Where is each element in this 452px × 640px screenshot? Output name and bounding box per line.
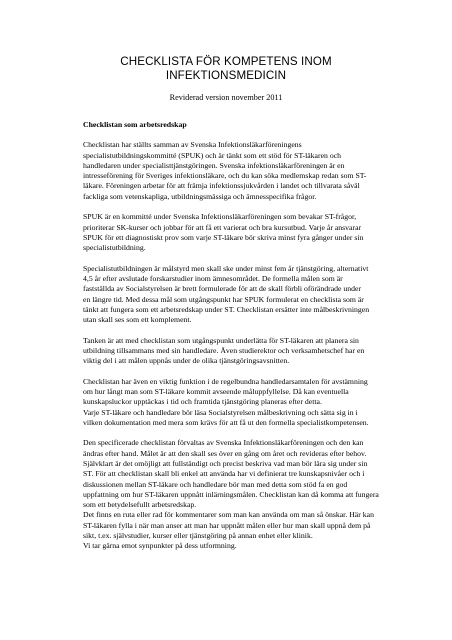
paragraph-line: utbildning tillsammans med sin handledare. Även studierektor och verksamhetschef har en: [83, 345, 365, 355]
paragraph-line: om hur långt man som ST-läkare kommit avseende måluppfyllelse. Då kan eventuella: [83, 386, 349, 396]
paragraph-line: kunskapsluckor upptäckas i tid och framtida tjänstgöring planeras efter detta.: [83, 397, 322, 407]
paragraph-line: specialistutbildningskommitté (SPUK) och är tänkt som ett stöd för ST-läkaren och: [83, 150, 342, 160]
title-line: INFEKTIONSMEDICIN: [165, 69, 287, 82]
paragraph: [83, 336, 383, 367]
paragraph-line: Den specificerade checklistan förvaltas av Svenska Infektionsläkarföreningen och den kan: [83, 438, 364, 448]
paragraph: [83, 438, 383, 551]
paragraph-line: Vi tar gärna emot synpunkter på dess utformning.: [83, 541, 237, 551]
paragraph-line: tänkt att fungera som ett arbetsredskap under ST. Checklistan ersätter inte målbeskrivningen: [83, 304, 370, 314]
paragraph-line: fackliga som vetenskapliga, utbildningsmässiga och ämnesspecifika frågor.: [83, 191, 317, 201]
section-heading: Checklistan som arbetsredskap: [83, 120, 187, 129]
paragraph: [83, 264, 383, 326]
paragraph-line: ST. För att checklistan skall bli enkel att använda har vi definierat tre kunskapsnivåer och i: [83, 469, 365, 479]
paragraph-line: prioriterar SK-kurser och jobbar för att få ett varierat och bra kursutbud. Varje år ansvarar: [83, 222, 362, 232]
paragraph: [83, 140, 383, 202]
paragraph-line: SPUK för ett diagnostiskt prov som varje ST-läkare bör skriva minst fyra gånger under sin: [83, 232, 364, 242]
paragraph-line: Varje ST-läkare och handledare bör läsa Socialstyrelsen målbeskrivning och sätta sig in i: [83, 407, 358, 417]
paragraph-line: en längre tid. Med dessa mål som utgångspunkt har SPUK formulerat en checklista som är: [83, 294, 364, 304]
paragraph-line: intresseförening för Sveriges infektionsläkare, och du kan söka medlemskap redan som ST-: [83, 171, 367, 181]
paragraph: [83, 377, 383, 428]
paragraph-line: specialistutbildning.: [83, 243, 146, 253]
paragraph-line: Checklistan har ställts samman av Svenska Infektionsläkarföreningens: [83, 140, 302, 150]
page-title: [0, 55, 452, 83]
paragraph-line: sikt, t.ex. självstudier, kurser eller tjänstgöring på annan enhet eller klinik.: [83, 531, 313, 541]
paragraph-line: vilken dokumentation med mera som krävs för att få ut den formella specialistkompetensen.: [83, 417, 369, 427]
paragraph-container: [83, 140, 383, 551]
paragraph-line: Självklart är det omöjligt att fullständigt och precist beskriva vad man bör lära sig under sin: [83, 458, 368, 468]
document-body: [83, 120, 383, 562]
title-line: CHECKLISTA FÖR KOMPETENS INOM: [120, 55, 332, 68]
paragraph-line: utan skall ses som ett komplement.: [83, 315, 192, 325]
paragraph-line: Checklistan har även en viktig funktion i de regelbundna handledarsamtalen för avstämning: [83, 376, 368, 386]
paragraph-line: läkare. Föreningen arbetar för att främja infektionssjukvården i landet och tillvarata såväl: [83, 181, 360, 191]
paragraph: [83, 212, 383, 253]
paragraph-line: SPUK är en kommitté under Svenska Infektionsläkarföreningen som bevakar ST-frågor,: [83, 212, 357, 222]
paragraph-line: Det finns en ruta eller rad för kommentarer som man kan använda om man så önskar. Här kan: [83, 510, 374, 520]
paragraph-line: handledaren under specialisttjänstgöringen. Svenska infektionsläkarföreningen är en: [83, 160, 345, 170]
paragraph-line: 4,5 år efter avslutade forskarstudier inom ämnesområdet. De formella målen som är: [83, 273, 343, 283]
paragraph-line: Specialistutbildningen är målstyrd men skall ske under minst fem år tjänstgöring, alternativt: [83, 263, 369, 273]
paragraph-line: ändras efter hand. Målet är att den skall ses över en gång om året och revideras efter behov.: [83, 448, 367, 458]
paragraph-line: uppfattning om hur ST-läkaren uppnått inlärningsmålen. Checklistan kan då komma att fungera: [83, 489, 379, 499]
paragraph-line: ST-läkaren fylla i när man anser att man har uppnått målen eller hur man skall uppnå dem på: [83, 520, 371, 530]
paragraph-line: diskussionen mellan ST-läkare och handledare bör man med detta som stöd fa en god: [83, 479, 348, 489]
paragraph-line: Tanken är att med checklistan som utgångspunkt underlätta för ST-läkaren att planera sin: [83, 335, 359, 345]
revision-subtitle: Reviderad version november 2011: [169, 93, 283, 102]
paragraph-line: som ett betydelsefullt arbetsredskap.: [83, 500, 197, 510]
paragraph-line: viktig del i att målen uppnås under de olika tjänstgöringsavsnitten.: [83, 356, 290, 366]
paragraph-line: fastställda av Socialstyrelsen är brett formulerade för att de skall förbli oförändrade under: [83, 284, 362, 294]
